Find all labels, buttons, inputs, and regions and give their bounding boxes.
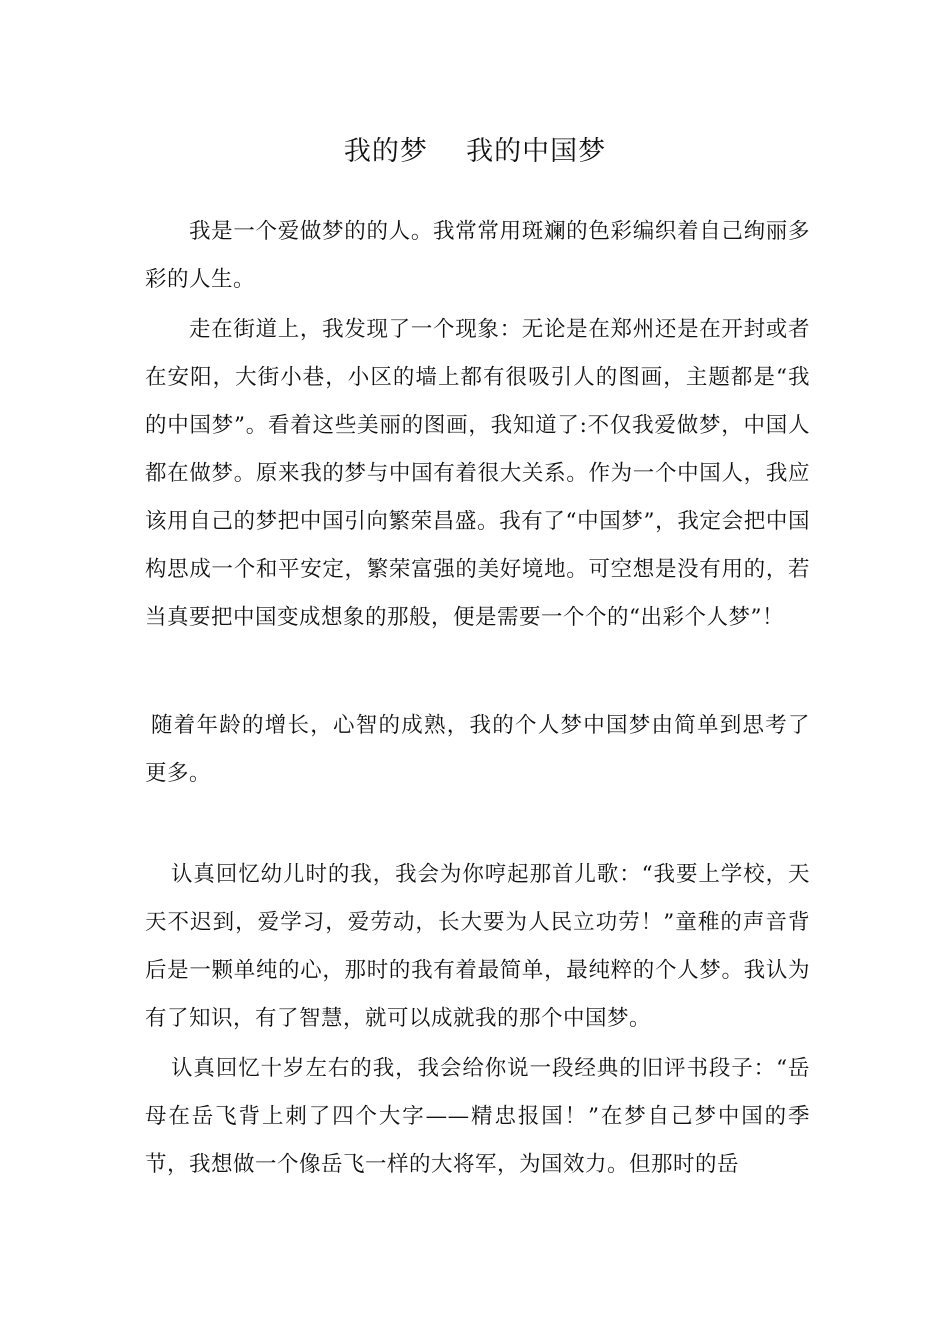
paragraph-3: 随着年龄的增长，心智的成熟，我的个人梦中国梦由简单到思考了更多。 bbox=[145, 713, 810, 786]
paragraph-2: 走在街道上，我发现了一个现象：无论是在郑州还是在开封或者在安阳，大街小巷，小区的墙上都有很吸引人的图画，主题都是“我的中国梦”。看着这些美丽的图画，我知道了:不仅我爱做梦，中国人都在做梦。原来我的梦与中国有着很大关系。作为一个中国人，我应该用自己的梦把中国引向繁荣昌盛。我有了“中国梦”，我定会把中国构思成一个和平安定，繁荣富强的美好境地。可空想是没有用的，若当真要把中国变成想象的那般，便是需要一个个的“出彩个人梦”！ bbox=[145, 317, 810, 630]
paragraph-5: 认真回忆十岁左右的我，我会给你说一段经典的旧评书段子：“岳母在岳飞背上刺了四个大字——精忠报国！”在梦自己梦中国的季节，我想做一个像岳飞一样的大将军，为国效力。但那时的岳 bbox=[145, 1056, 810, 1177]
paragraph-4: 认真回忆幼儿时的我，我会为你哼起那首儿歌：“我要上学校，天天不迟到，爱学习，爱劳动，长大要为人民立功劳！”童稚的声音背后是一颗单纯的心，那时的我有着最简单，最纯粹的个人梦。我认为有了知识，有了智慧，就可以成就我的那个中国梦。 bbox=[145, 862, 810, 1031]
page-title: 我的梦 我的中国梦 bbox=[343, 136, 607, 167]
paragraph-1: 我是一个爱做梦的的人。我常常用斑斓的色彩编织着自己绚丽多彩的人生。 bbox=[145, 219, 810, 292]
